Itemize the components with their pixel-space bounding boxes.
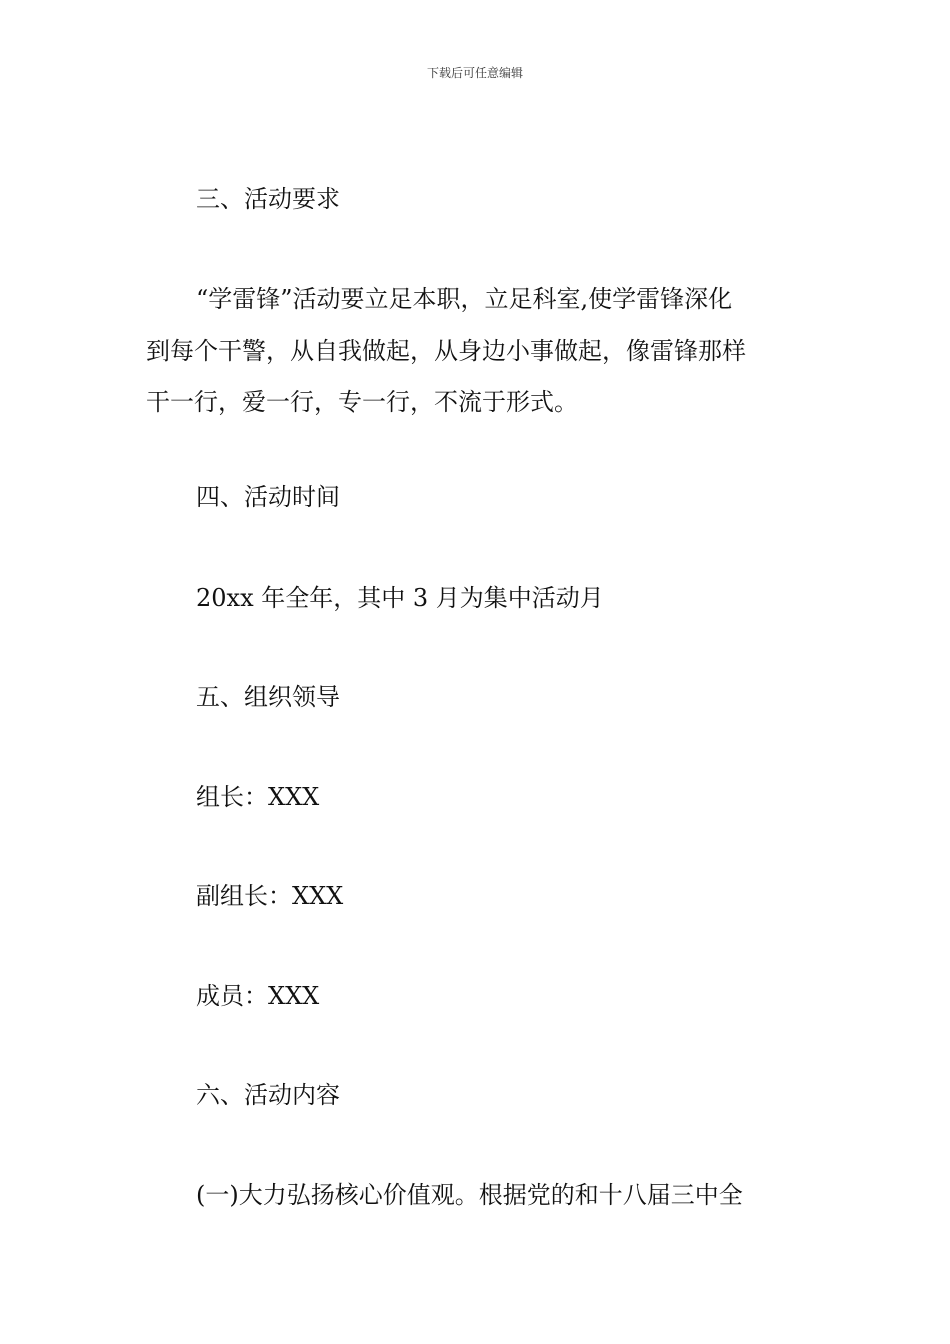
paragraph-line: 组长：XXX [196,783,320,811]
page-header: 下载后可任意编辑 [426,66,523,80]
paragraph-line: 到每个干警，从自我做起，从身边小事做起，像雷锋那样 [146,337,746,365]
section-heading-requirements: 三、活动要求 [196,185,340,213]
paragraph-line: (一)大力弘扬核心价值观。根据党的和十八届三中全 [196,1181,743,1209]
paragraph-line: 成员：XXX [196,982,320,1010]
paragraph-line: “学雷锋”活动要立足本职，立足科室,使学雷锋深化 [196,285,733,313]
paragraph-line: 20xx 年全年，其中 3 月为集中活动月 [196,584,604,612]
paragraph-line: 副组长：XXX [196,882,344,910]
section-heading-content: 六、活动内容 [196,1081,340,1109]
section-heading-time: 四、活动时间 [196,483,340,511]
paragraph-line: 干一行，爱一行，专一行，不流于形式。 [146,388,578,416]
section-heading-organization: 五、组织领导 [196,683,340,711]
